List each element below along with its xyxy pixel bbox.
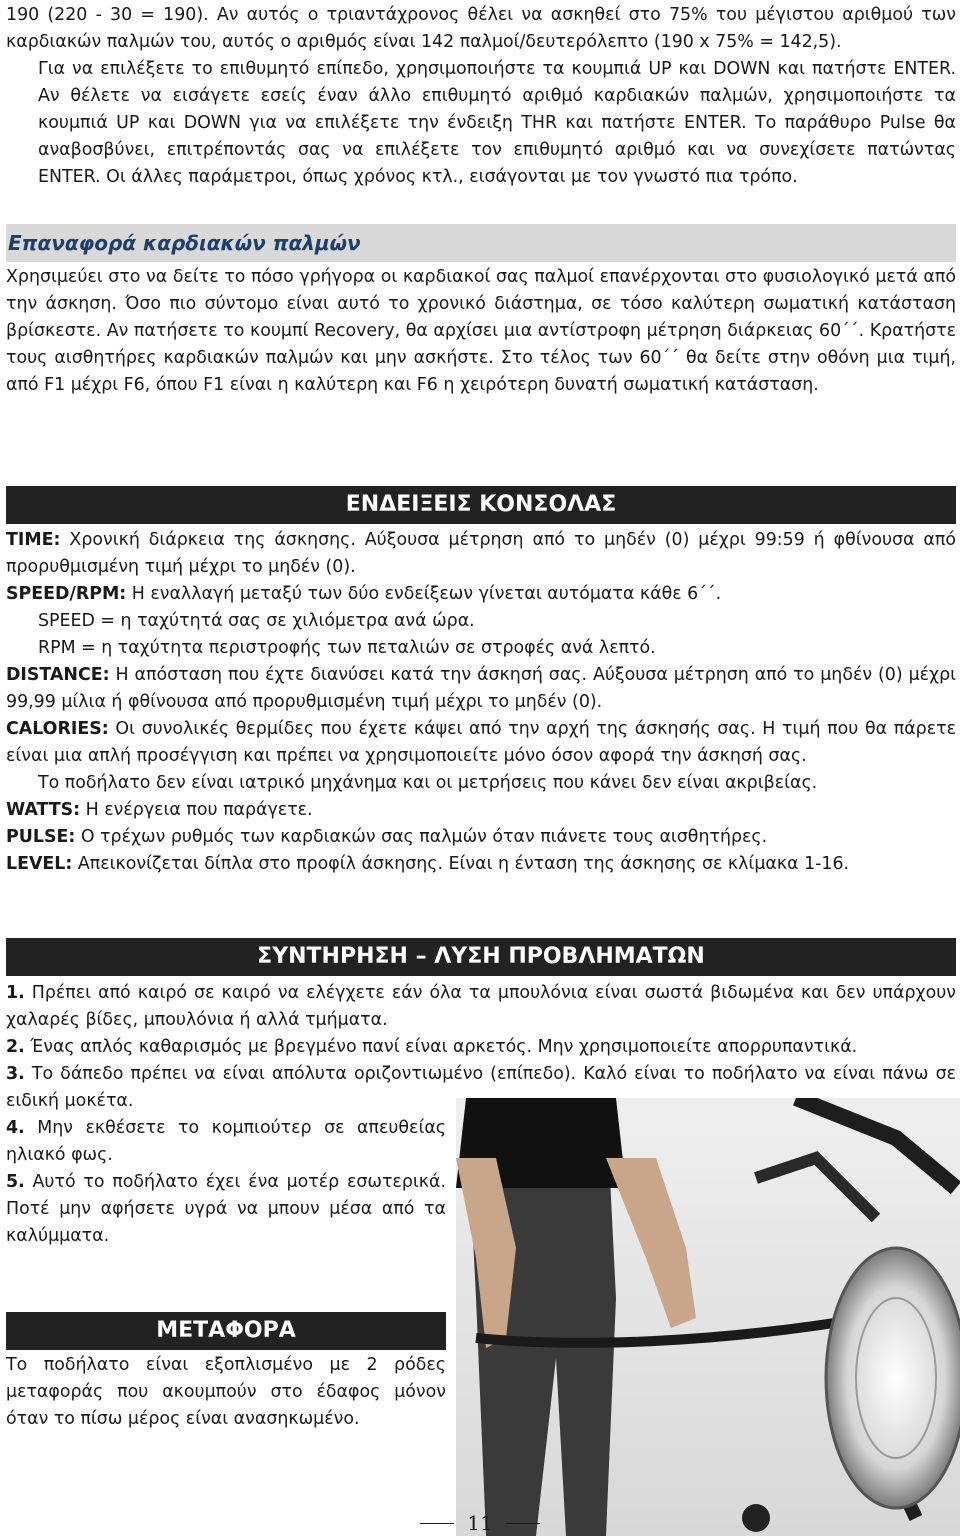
- maintenance-item-number: 2.: [6, 1037, 25, 1057]
- level-term: LEVEL:: [6, 854, 73, 874]
- maintenance-item-text: Πρέπει από καιρό σε καιρό να ελέγχετε εάν όλα τα μπουλόνια είναι σωστά βιδωμένα και δεν υπάρχουν χαλαρές βίδες, μπουλόνια ή αλλά τμήματα.: [6, 983, 956, 1030]
- maintenance-item-text: Το δάπεδο πρέπει να είναι απόλυτα οριζοντιωμένο (επίπεδο). Καλό είναι το ποδήλατο να είναι πάνω σε ειδική μοκέτα.: [6, 1064, 957, 1111]
- speed-item: [6, 581, 956, 662]
- calories-sub: Το ποδήλατο δεν είναι ιατρικό μηχάνημα και οι μετρήσεις που κάνει δεν είναι ακριβείας.: [38, 773, 818, 793]
- pulse-text: Ο τρέχων ρυθμός των καρδιακών σας παλμών όταν πιάνετε τους αισθητήρες.: [80, 827, 768, 847]
- intro-line-1: 190 (220 - 30 = 190). Αν αυτός ο τριαντάχρονος θέλει να ασκηθεί στο 75% του μέγιστου αριθμού των καρδιακών παλμών του, αυτός ο αριθμός είναι 142 παλμοί/δευτερόλεπτο (190 x 75% = 142,5).: [6, 5, 956, 52]
- transport-text: Το ποδήλατο είναι εξοπλισμένο με 2 ρόδες μεταφοράς που ακουμπούν στο έδαφος μόνον όταν το πίσω μέρος είναι ανασηκωμένο.: [6, 1355, 446, 1429]
- maintenance-item-4: [6, 1115, 446, 1169]
- maintenance-list-narrow: [6, 1115, 446, 1250]
- console-indications-list: [6, 527, 956, 878]
- watts-text: Η ενέργεια που παράγετε.: [85, 800, 313, 820]
- speed-sub-1: SPEED = η ταχύτητά σας σε χιλιόμετρα ανά ώρα.: [38, 611, 475, 631]
- transport-wheel: [742, 1504, 770, 1532]
- console-title: ΕΝΔΕΙΞΕΙΣ ΚΟΝΣΟΛΑΣ: [345, 492, 617, 517]
- page-number-text: 11: [467, 1511, 493, 1535]
- maintenance-list: [6, 980, 956, 1115]
- pulse-term: PULSE:: [6, 827, 76, 847]
- level-item: [6, 851, 956, 878]
- transport-title: ΜΕΤΑΦΟΡΑ: [156, 1318, 296, 1343]
- level-text: Απεικονίζεται δίπλα στο προφίλ άσκησης. Είναι η ένταση της άσκησης σε κλίμακα 1-16.: [77, 854, 850, 874]
- time-item: [6, 527, 956, 581]
- recovery-heading: [6, 224, 956, 262]
- calories-text: Οι συνολικές θερμίδες που έχετε κάψει από την αρχή της άσκησής σας. Η τιμή που θα πάρετε είναι μια απλή προσέγγιση και πρέπει να χρησιμοποιείτε μόνο όσον αφορά την άσκησή σας.: [6, 719, 956, 766]
- watts-item: [6, 797, 956, 824]
- calories-term: CALORIES:: [6, 719, 109, 739]
- transport-heading: [6, 1312, 446, 1350]
- transport-photo: [456, 1098, 960, 1536]
- speed-sub-2: RPM = η ταχύτητα περιστροφής των πεταλιών σε στροφές ανά λεπτό.: [38, 638, 656, 658]
- intro-paragraph: [6, 2, 956, 191]
- flywheel-cover: [826, 1248, 960, 1508]
- maintenance-item-number: 4.: [6, 1118, 25, 1138]
- recovery-text: Χρησιμεύει στο να δείτε το πόσο γρήγορα οι καρδιακοί σας παλμοί επανέρχονται στο φυσιολογικό μετά από την άσκηση. Όσο πιο σύντομο είναι αυτό το χρονικό διάστημα, σε τόσο καλύτερη σωματική κατάσταση βρίσκεστε. Αν πατήσετε το κουμπί Recovery, θα αρχίσει μια αντίστροφη μέτρηση διάρκειας 60΄΄. Κρατήστε τους αισθητήρες καρδιακών παλμών και μην ασκήστε. Στο τέλος των 60΄΄ θα δείτε στην οθόνη μια τιμή, από F1 μέχρι F6, όπου F1 είναι η καλύτερη και F6 η χειρότερη δυνατή σωματική κατάσταση.: [6, 267, 956, 395]
- maintenance-item-number: 3.: [6, 1064, 25, 1084]
- maintenance-item-5: [6, 1169, 446, 1250]
- watts-term: WATTS:: [6, 800, 81, 820]
- speed-term: SPEED/RPM:: [6, 584, 127, 604]
- speed-text: Η εναλλαγή μεταξύ των δύο ενδείξεων γίνεται αυτόματα κάθε 6΄΄.: [131, 584, 722, 604]
- page-number: [440, 1512, 520, 1534]
- distance-item: [6, 662, 956, 716]
- maintenance-item-number: 5.: [6, 1172, 25, 1192]
- distance-term: DISTANCE:: [6, 665, 110, 685]
- maintenance-item-text: Μην εκθέσετε το κομπιούτερ σε απευθείας ηλιακό φως.: [6, 1118, 447, 1165]
- maintenance-item-text: Ένας απλός καθαρισμός με βρεγμένο πανί είναι αρκετός. Μην χρησιμοποιείτε απορρυπαντικά.: [30, 1037, 858, 1057]
- maintenance-item-1: [6, 980, 956, 1034]
- maintenance-item-text: Αυτό το ποδήλατο έχει ένα μοτέρ εσωτερικά. Ποτέ μην αφήσετε υγρά να μπουν μέσα από τα καλύμματα.: [6, 1172, 446, 1246]
- maintenance-item-number: 1.: [6, 983, 25, 1003]
- time-term: TIME:: [6, 530, 61, 550]
- maintenance-title: ΣΥΝΤΗΡΗΣΗ – ΛΥΣΗ ΠΡΟΒΛΗΜΑΤΩΝ: [257, 944, 705, 969]
- console-heading: [6, 486, 956, 524]
- recovery-title: Επαναφορά καρδιακών παλμών: [8, 231, 361, 255]
- pulse-item: [6, 824, 956, 851]
- maintenance-item-2: [6, 1034, 956, 1061]
- time-text: Χρονική διάρκεια της άσκησης. Αύξουσα μέτρηση από το μηδέν (0) μέχρι 99:59 ή φθίνουσα από προρυθμισμένη τιμή μέχρι το μηδέν (0).: [6, 530, 957, 577]
- calories-item: [6, 716, 956, 797]
- intro-line-2: Για να επιλέξετε το επιθυμητό επίπεδο, χρησιμοποιήστε τα κουμπιά UP και DOWN και πατήστε ENTER. Αν θέλετε να εισάγετε εσείς έναν άλλο επιθυμητό αριθμό καρδιακών παλμών, χρησιμοποιήστε τα κουμπιά UP και DOWN για να επιλέξετε την ένδειξη THR και πατήστε ENTER. Το παράθυρο Pulse θα αναβοσβύνει, επιτρέποντάς σας να επιλέξετε τον επιθυμητό αριθμό και να συνεχίσετε πατώντας ENTER. Οι άλλες παράμετροι, όπως χρόνος κτλ., εισάγονται με τον γνωστό πια τρόπο.: [38, 59, 956, 187]
- maintenance-heading: [6, 938, 956, 976]
- distance-text: Η απόσταση που έχτε διανύσει κατά την άσκησή σας. Αύξουσα μέτρηση από το μηδέν (0) μέχρι 99,99 μίλια ή φθίνουσα από προρυθμισμένη τιμή μέχρι το μηδέν (0).: [6, 665, 956, 712]
